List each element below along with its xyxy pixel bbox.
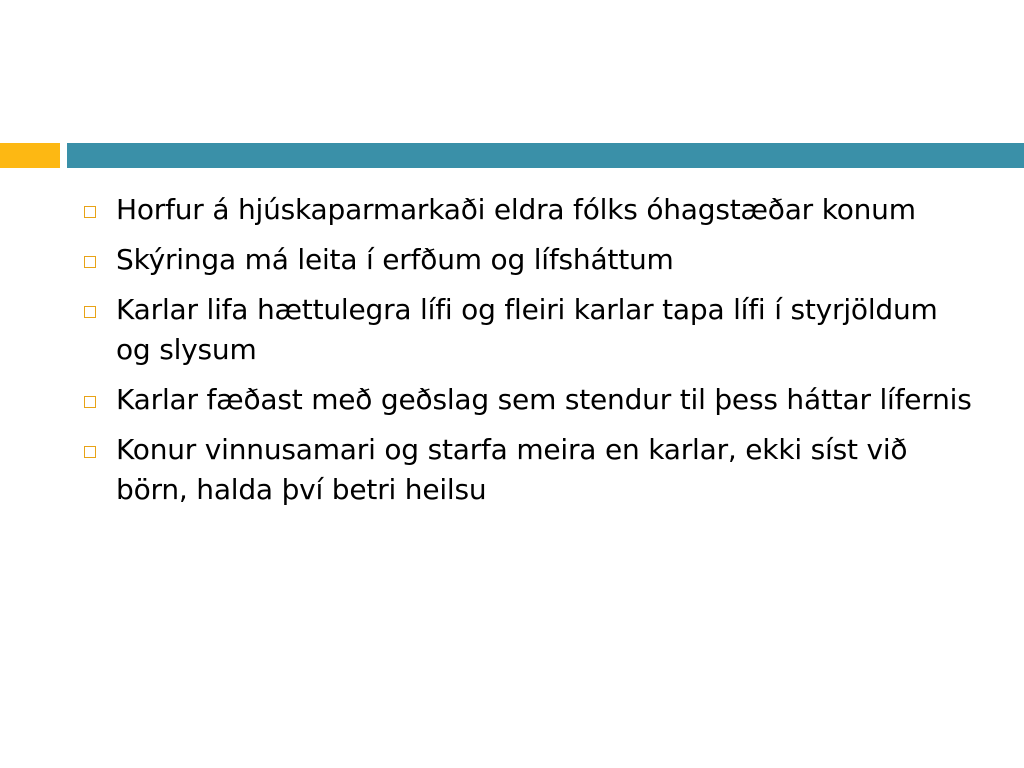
hollow-square-icon <box>84 256 96 268</box>
accent-bar-teal <box>67 143 1024 168</box>
bullet-item <box>80 290 980 370</box>
bullet-item <box>80 380 980 420</box>
bullet-item <box>80 240 980 280</box>
bullet-item <box>80 190 980 230</box>
hollow-square-icon <box>84 206 96 218</box>
accent-bar-orange <box>0 143 60 168</box>
hollow-square-icon <box>84 306 96 318</box>
bullet-text: Skýringa má leita í erfðum og lífsháttum <box>116 243 674 276</box>
bullet-list <box>80 190 980 520</box>
bullet-text: Karlar fæðast með geðslag sem stendur til þess háttar lífernis <box>116 383 972 416</box>
bullet-text: Karlar lifa hættulegra lífi og fleiri karlar tapa lífi í styrjöldum og slysum <box>116 293 938 366</box>
hollow-square-icon <box>84 446 96 458</box>
hollow-square-icon <box>84 396 96 408</box>
bullet-text: Konur vinnusamari og starfa meira en karlar, ekki síst við börn, halda því betri heilsu <box>116 433 908 506</box>
bullet-item <box>80 430 980 510</box>
bullet-text: Horfur á hjúskaparmarkaði eldra fólks óhagstæðar konum <box>116 193 916 226</box>
